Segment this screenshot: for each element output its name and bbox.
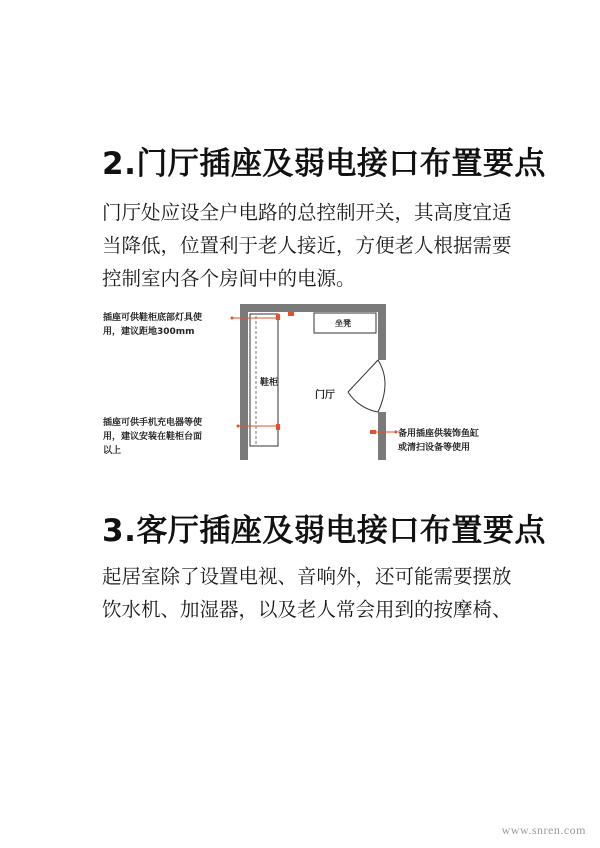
- annotation-line: 用，建议距地300mm: [103, 327, 195, 337]
- annotation-right: [398, 427, 479, 455]
- paragraph-line: 控制室内各个房间中的电源。: [102, 267, 356, 290]
- leader-dots: [231, 317, 398, 434]
- annotation-line: 或清扫设备等使用: [398, 443, 471, 453]
- paragraph-line: 起居室除了设置电视、音响外，还可能需要摆放: [102, 565, 512, 588]
- paragraph-line: 当降低，位置利于老人接近，方便老人根据需要: [102, 234, 512, 257]
- section-2-heading: 2.门厅插座及弱电接口布置要点: [102, 146, 546, 182]
- outlet-markers: [276, 312, 376, 434]
- annotation-line: 插座可供鞋柜底部灯具使: [103, 313, 203, 323]
- annotation-line: 插座可供手机充电器等使: [103, 418, 203, 428]
- foyer-label: 门厅: [315, 390, 335, 401]
- section-3-paragraph: [102, 560, 522, 626]
- paragraph-line: 饮水机、加湿器，以及老人常会用到的按摩椅、: [102, 598, 512, 621]
- shoe-cabinet-label: 鞋柜: [260, 378, 279, 388]
- annotation-line: 备用插座供装饰鱼缸: [398, 429, 480, 439]
- stool-label: 坐凳: [335, 319, 351, 328]
- annotation-top: [103, 311, 202, 339]
- section-2-paragraph: [102, 196, 522, 295]
- door: [348, 360, 385, 412]
- annotation-line: 以上: [103, 446, 122, 456]
- paragraph-line: 门厅处应设全户电路的总控制开关，其高度宜适: [102, 201, 512, 224]
- leader-lines: [232, 318, 396, 432]
- section-3-heading: 3.客厅插座及弱电接口布置要点: [102, 513, 546, 549]
- annotation-line: 用，建议安装在鞋柜台面: [103, 432, 203, 442]
- watermark: www.snren.com: [501, 823, 586, 837]
- annotation-bottom: [103, 416, 202, 458]
